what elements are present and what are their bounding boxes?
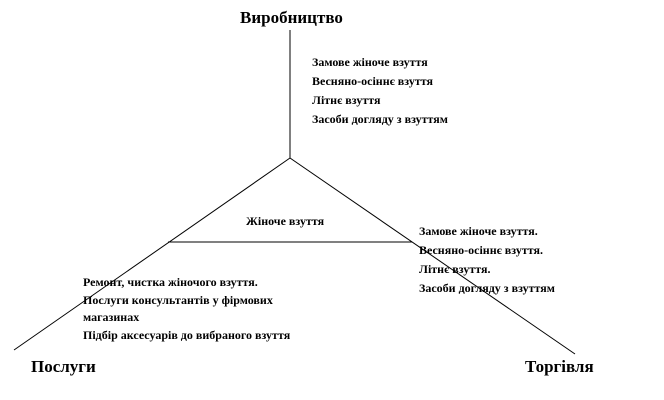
vertex-trade-label: Торгівля [525,357,594,376]
list-item: Літнє взуття [312,93,381,107]
vertex-services-label: Послуги [31,357,96,376]
center-label: Жіноче взуття [246,214,325,228]
services-list [83,274,290,344]
list-item: Ремонт, чистка жіночого взуття. [83,275,258,289]
list-item: Літнє взуття. [419,262,491,276]
vertex-production-label: Виробництво [240,8,343,27]
production-list [312,53,448,129]
list-item: Підбір аксесуарів до вибраного взуття [83,327,291,342]
list-item: Замове жіноче взуття [312,55,428,69]
list-item: Засоби догляду з взуттям [419,281,555,295]
list-item: Весняно-осіннє взуття. [419,243,543,257]
list-item: магазинах [83,310,140,324]
trade-list [419,222,555,298]
list-item: Весняно-осіннє взуття [312,74,433,88]
list-item: Замове жіноче взуття. [419,224,538,238]
list-item: Засоби догляду з взуттям [312,112,448,126]
list-item: Послуги консультантів у фірмових [83,292,273,307]
